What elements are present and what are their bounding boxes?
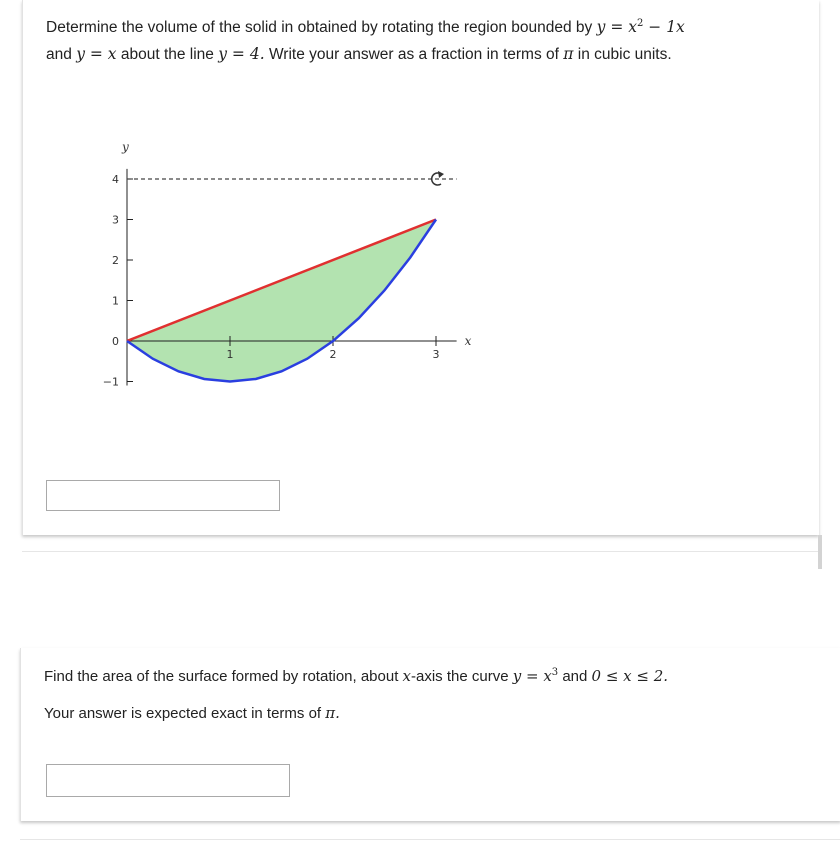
q1-text-part2: about the line <box>120 46 214 64</box>
y-tick-label: 2 <box>112 254 119 267</box>
q1-eq-curve-exp: 2 <box>636 18 644 29</box>
q1-eq-curve-tail: − 1x <box>643 18 685 37</box>
q1-text-part3: Write your answer as a fraction in terms of <box>268 46 559 64</box>
q2-eq-range: 0 ≤ x ≤ 2. <box>591 667 669 685</box>
x-tick-label: 3 <box>432 348 440 361</box>
answer-input-2[interactable] <box>46 764 290 797</box>
q2-pi: π. <box>325 704 340 722</box>
region-graph <box>73 130 473 395</box>
y-tick-label: −1 <box>102 375 119 389</box>
question-2-card <box>20 648 840 821</box>
q1-and: and <box>46 46 72 64</box>
question-1-text <box>46 10 806 68</box>
y-tick-label: 0 <box>112 335 119 348</box>
q1-eq-line: y = x <box>76 45 117 64</box>
question-2-text <box>44 654 834 732</box>
bounded-region-fill <box>127 220 436 382</box>
q2-line2-text: Your answer is expected exact in terms of <box>44 705 322 722</box>
y-axis-label: y <box>122 140 129 154</box>
rotation-arrowhead-icon <box>438 171 444 178</box>
q2-x-var: x <box>402 667 412 685</box>
y-axis-ticks <box>103 173 133 389</box>
q1-pi: π <box>563 45 574 64</box>
q2-eq-curve: y = x <box>512 667 552 685</box>
q2-text-part2: -axis the curve <box>411 668 509 685</box>
q2-text-part1: Find the area of the surface formed by rotation, about <box>44 668 399 685</box>
q1-eq-curve-rhs: = x <box>605 18 637 37</box>
x-axis-label: x <box>464 334 472 348</box>
y-tick-label: 3 <box>112 213 119 227</box>
q1-eq-axis: y = 4. <box>218 45 265 64</box>
q2-and: and <box>562 668 588 685</box>
y-tick-label: 4 <box>112 173 119 186</box>
q2-eq-exp: 3 <box>551 667 559 678</box>
x-tick-label: 2 <box>329 348 337 361</box>
card-divider <box>22 538 818 552</box>
question-1-card <box>22 0 819 535</box>
card-divider-bottom <box>20 823 840 840</box>
answer-input-1[interactable] <box>46 480 280 511</box>
q1-text-part1: Determine the volume of the solid in obtained by rotating the region bounded by <box>46 19 593 37</box>
y-tick-label: 1 <box>112 294 119 308</box>
scrollbar-edge[interactable] <box>818 535 822 569</box>
q1-eq-curve-lhs: y <box>596 18 606 37</box>
q1-text-part4: in cubic units. <box>577 46 672 64</box>
x-tick-label: 1 <box>226 348 234 361</box>
